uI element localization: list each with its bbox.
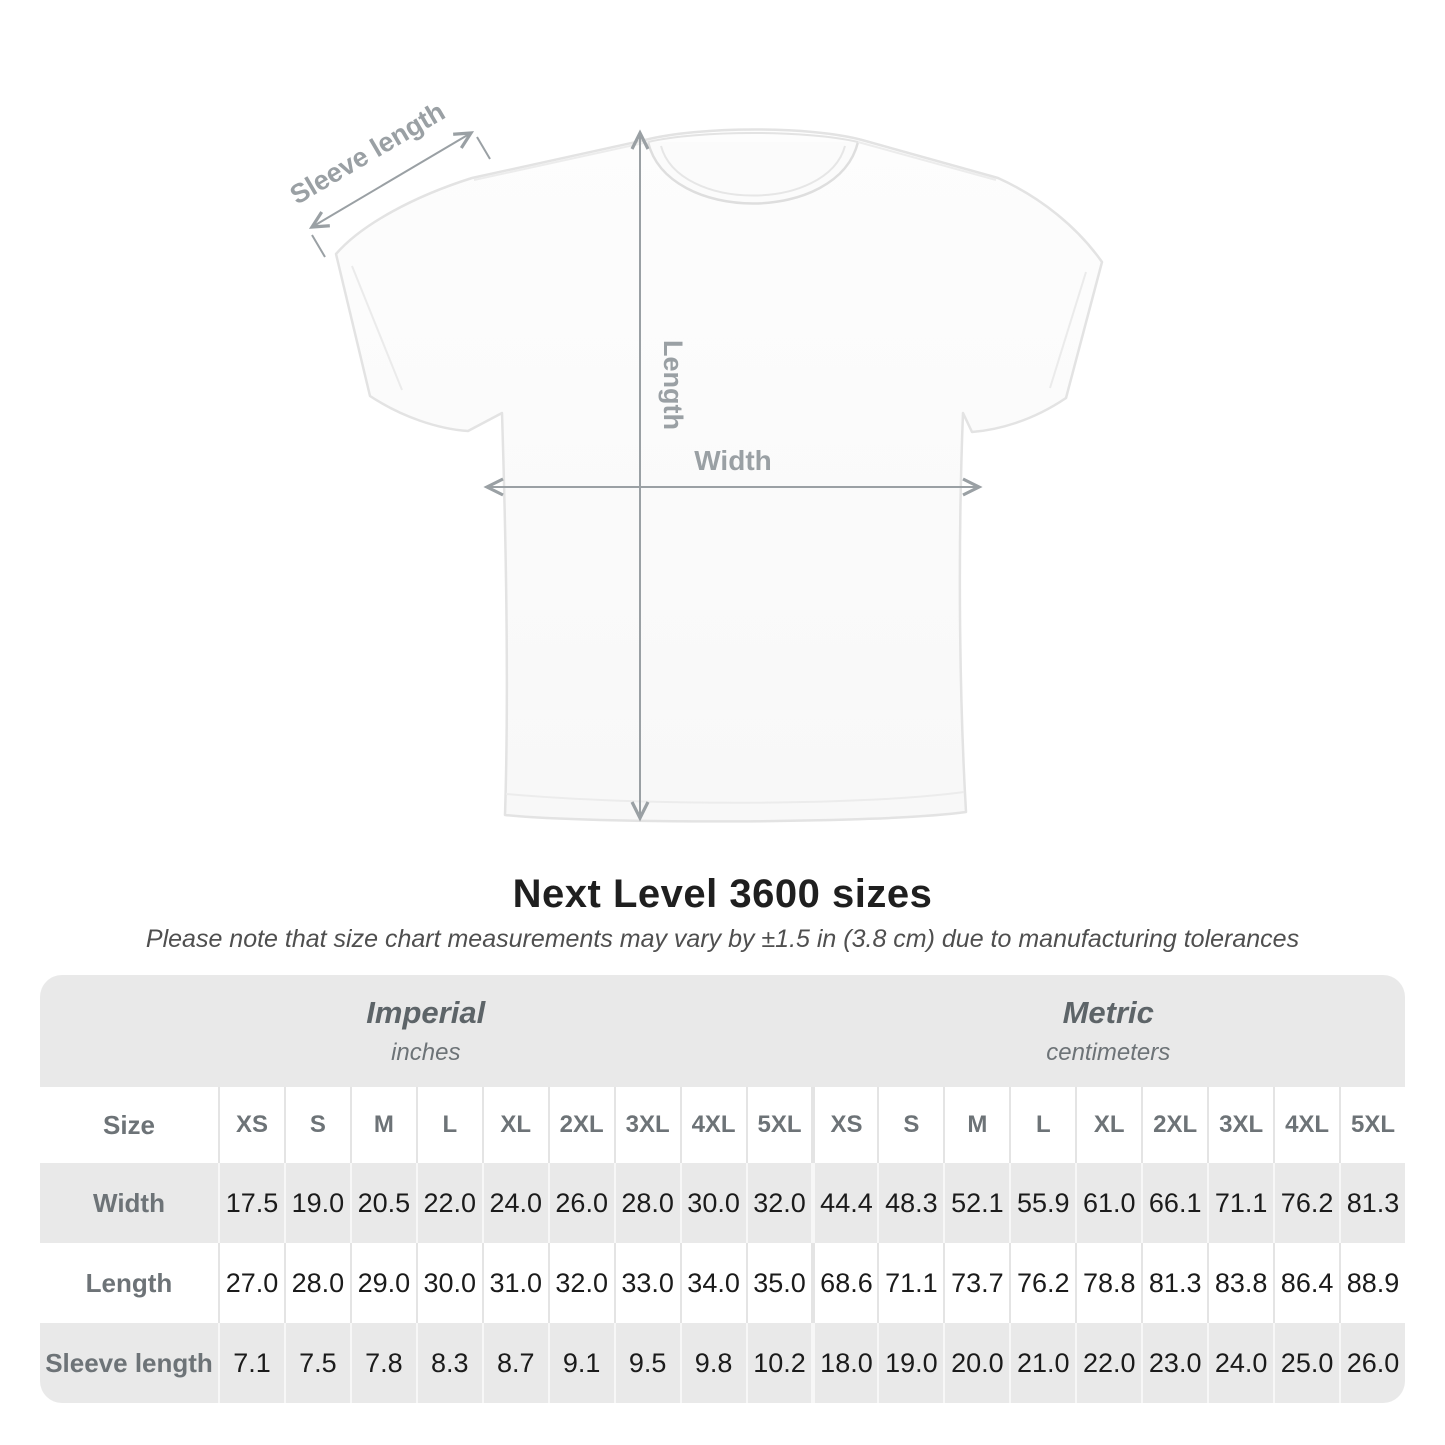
sleeve-metric-cell: 19.0	[877, 1323, 943, 1403]
size-table	[40, 975, 1405, 1403]
sleeve-metric-cell: 18.0	[811, 1323, 877, 1403]
length-metric-cell: 78.8	[1075, 1243, 1141, 1323]
sleeve-length-row	[40, 1323, 1405, 1403]
width-metric-cell: 81.3	[1339, 1163, 1405, 1243]
imperial-subtitle: inches	[391, 1039, 461, 1066]
tolerance-note: Please note that size chart measurements may vary by ±1.5 in (3.8 cm) due to manufacturing tolerances	[145, 925, 1300, 953]
sleeve-metric-cell: 21.0	[1009, 1323, 1075, 1403]
width-imperial-cell: 32.0	[746, 1163, 812, 1243]
sleeve-imperial-cell: 9.5	[614, 1323, 680, 1403]
length-imperial-cell: 31.0	[482, 1243, 548, 1323]
width-imperial-cell: 30.0	[680, 1163, 746, 1243]
length-metric-cell: 81.3	[1141, 1243, 1207, 1323]
size-header-cell: 4XL	[1273, 1087, 1339, 1163]
size-header-cell: M	[943, 1087, 1009, 1163]
size-header-cell: 2XL	[1141, 1087, 1207, 1163]
length-metric-cell: 68.6	[811, 1243, 877, 1323]
size-header-cell: XL	[482, 1087, 548, 1163]
size-header-cell: S	[877, 1087, 943, 1163]
size-header-row	[40, 1087, 1405, 1163]
width-imperial-cell: 28.0	[614, 1163, 680, 1243]
metric-header	[812, 995, 1406, 1067]
size-header-cell: L	[416, 1087, 482, 1163]
sleeve-length-label: Sleeve length	[284, 96, 451, 211]
imperial-title: Imperial	[366, 995, 486, 1030]
width-row-label: Width	[93, 1187, 165, 1218]
sleeve-tick-top	[477, 137, 490, 159]
sleeve-imperial-cell: 9.1	[548, 1323, 614, 1403]
sleeve-imperial-cell: 8.3	[416, 1323, 482, 1403]
size-header-cell: XS	[811, 1087, 877, 1163]
length-imperial-cell: 30.0	[416, 1243, 482, 1323]
size-header-cell: 5XL	[746, 1087, 812, 1163]
length-imperial-cell: 33.0	[614, 1243, 680, 1323]
sleeve-metric-cell: 23.0	[1141, 1323, 1207, 1403]
width-imperial-cell: 26.0	[548, 1163, 614, 1243]
width-metric-cell: 48.3	[877, 1163, 943, 1243]
size-header-cell: 3XL	[614, 1087, 680, 1163]
size-header-cell: XL	[1075, 1087, 1141, 1163]
width-metric-cell: 76.2	[1273, 1163, 1339, 1243]
size-column-label: Size	[102, 1109, 156, 1140]
length-metric-cell: 73.7	[943, 1243, 1009, 1323]
size-header-cell: 3XL	[1207, 1087, 1273, 1163]
width-metric-cell: 71.1	[1207, 1163, 1273, 1243]
sleeve-imperial-cell: 7.8	[350, 1323, 416, 1403]
length-label: Length	[658, 340, 688, 430]
length-metric-cell: 83.8	[1207, 1243, 1273, 1323]
width-imperial-cell: 17.5	[218, 1163, 284, 1243]
sleeve-imperial-cell: 10.2	[746, 1323, 812, 1403]
sleeve-metric-cell: 25.0	[1273, 1323, 1339, 1403]
length-metric-cell: 76.2	[1009, 1243, 1075, 1323]
length-imperial-cell: 28.0	[284, 1243, 350, 1323]
sleeve-imperial-cell: 7.1	[218, 1323, 284, 1403]
metric-title: Metric	[1062, 995, 1154, 1030]
length-metric-cell: 86.4	[1273, 1243, 1339, 1323]
length-imperial-cell: 27.0	[218, 1243, 284, 1323]
length-metric-cell: 88.9	[1339, 1243, 1405, 1323]
size-header-cell: M	[350, 1087, 416, 1163]
size-header-cell: XS	[218, 1087, 284, 1163]
width-imperial-cell: 20.5	[350, 1163, 416, 1243]
sleeve-imperial-cell: 8.7	[482, 1323, 548, 1403]
sleeve-imperial-cell: 9.8	[680, 1323, 746, 1403]
width-metric-cell: 55.9	[1009, 1163, 1075, 1243]
sleeve-row-label: Sleeve length	[45, 1347, 213, 1378]
length-imperial-cell: 29.0	[350, 1243, 416, 1323]
metric-subtitle: centimeters	[1046, 1039, 1171, 1066]
width-row	[40, 1163, 1405, 1243]
size-header-cell: 4XL	[680, 1087, 746, 1163]
sleeve-metric-cell: 22.0	[1075, 1323, 1141, 1403]
sleeve-metric-cell: 26.0	[1339, 1323, 1405, 1403]
width-imperial-cell: 24.0	[482, 1163, 548, 1243]
width-metric-cell: 44.4	[811, 1163, 877, 1243]
sleeve-tick-bottom	[312, 235, 325, 257]
size-header-cell: S	[284, 1087, 350, 1163]
width-label: Width	[694, 445, 772, 476]
width-metric-cell: 66.1	[1141, 1163, 1207, 1243]
length-imperial-cell: 32.0	[548, 1243, 614, 1323]
sleeve-metric-cell: 24.0	[1207, 1323, 1273, 1403]
sleeve-metric-cell: 20.0	[943, 1323, 1009, 1403]
length-imperial-cell: 35.0	[746, 1243, 812, 1323]
imperial-header	[40, 995, 812, 1067]
size-header-cell: L	[1009, 1087, 1075, 1163]
page-title: Next Level 3600 sizes	[512, 872, 933, 916]
width-metric-cell: 61.0	[1075, 1163, 1141, 1243]
length-metric-cell: 71.1	[877, 1243, 943, 1323]
width-imperial-cell: 19.0	[284, 1163, 350, 1243]
size-header-cell: 5XL	[1339, 1087, 1405, 1163]
size-header-cell: 2XL	[548, 1087, 614, 1163]
unit-header-row	[40, 975, 1405, 1087]
length-imperial-cell: 34.0	[680, 1243, 746, 1323]
length-row	[40, 1243, 1405, 1323]
sleeve-imperial-cell: 7.5	[284, 1323, 350, 1403]
width-metric-cell: 52.1	[943, 1163, 1009, 1243]
width-imperial-cell: 22.0	[416, 1163, 482, 1243]
length-row-label: Length	[85, 1267, 173, 1298]
